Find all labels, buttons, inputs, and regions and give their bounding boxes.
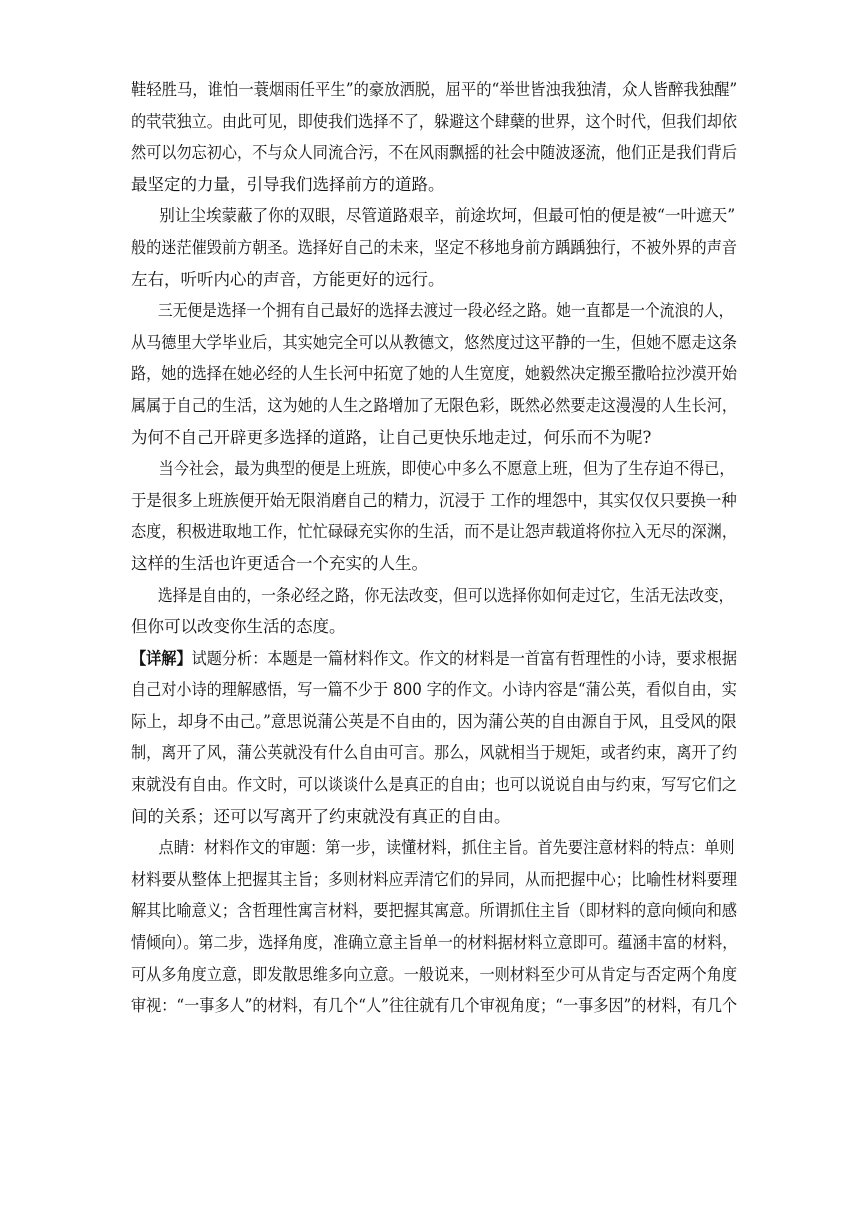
line-text: 于是很多上班族便开始无限消磨自己的精力，沉浸于 工作的埋怨中，其实仅仅只要换一种: [131, 490, 737, 510]
text-line: [131, 358, 738, 390]
line-text: 但你可以改变你生活的态度。: [131, 617, 346, 637]
line-text: 间的关系；还可以写离开了约束就没有真正的自由。: [131, 806, 511, 826]
line-text: 鞋轻胜马，谁怕一蓑烟雨任平生”的豪放洒脱，屈平的“举世皆浊我独清，众人皆醉我独醒”: [131, 80, 738, 99]
line-text: 试题分析：本题是一篇材料作文。作文的材料是一首富有哲理性的小诗，要求根据: [191, 648, 738, 668]
text-line: [131, 895, 738, 927]
line-text: 解其比喻意义；含哲理性寓言材料，要把握其寓意。所谓抓住主旨（即材料的意向倾向和感: [131, 901, 738, 921]
document-body: [131, 74, 737, 1022]
text-line: [131, 106, 738, 138]
line-text: 般的迷茫催毁前方朝圣。选择好自己的未来，坚定不移地身前方踽踽独行，不被外界的声音: [131, 237, 738, 257]
line-text: 从马德里大学毕业后，其实她完全可以从教德文，悠然度过这平静的一生，但她不愿走这条: [131, 332, 738, 352]
text-line: [131, 864, 738, 896]
text-line: [131, 390, 738, 422]
section-label: 【详解】: [131, 648, 192, 668]
text-line: [131, 516, 738, 548]
text-line: [131, 611, 737, 643]
line-text: 的茕茕独立。由此可见，即使我们选择不了，躲避这个肆蘖的世界，这个时代，但我们却依: [131, 111, 738, 131]
text-line: [131, 169, 737, 201]
text-line: [131, 422, 737, 454]
text-line: [131, 769, 738, 801]
text-lines: [131, 74, 737, 1022]
text-line: [131, 453, 735, 485]
text-line: [131, 927, 738, 959]
text-line: [131, 232, 738, 264]
line-text: 点睛：材料作文的审题：第一步，读懂材料，抓住主旨。首先要注意材料的特点：单则: [158, 838, 735, 858]
text-line: [131, 485, 737, 517]
line-text: 材料要从整体上把握其主旨；多则材料应弄清它们的异同，从而把握中心；比喻性材料要理: [131, 869, 738, 889]
text-line: [131, 706, 737, 738]
line-text: 最坚定的力量，引导我们选择前方的道路。: [131, 174, 445, 194]
text-line: [131, 674, 737, 706]
text-line: [131, 137, 738, 169]
text-line: [131, 264, 737, 296]
line-text: 选择是自由的，一条必经之路，你无法改变，但可以选择你如何走过它，生活无法改变，: [157, 585, 734, 605]
text-line: [131, 580, 734, 612]
line-text: 束就没有自由。作文时，可以谈谈什么是真正的自由；也可以说说自由与约束，写写它们之: [131, 775, 738, 795]
line-text: 审视：“一事多人”的材料，有几个“人”往往就有几个审视角度；“一事多因”的材料，有几个: [131, 996, 738, 1016]
text-line: [131, 548, 737, 580]
text-line: [131, 643, 738, 675]
text-line: [131, 832, 735, 864]
line-text: 别让尘埃蒙蔽了你的双眼，尽管道路艰辛，前途坎坷，但最可怕的便是被“一叶遮天”: [159, 206, 736, 226]
text-line: [131, 327, 738, 359]
line-text: 情倾向）。第二步，选择角度，准确立意主旨单一的材料据材料立意即可。蕴涵丰富的材料，: [131, 933, 738, 953]
line-text: 左右，听听内心的声音，方能更好的远行。: [131, 269, 445, 289]
line-text: 际上，却身不由己。”意思说蒲公英是不自由的，因为蒲公英的自由源自于风，且受风的限: [131, 711, 737, 731]
text-line: [131, 801, 737, 833]
text-line: [131, 990, 738, 1022]
line-text: 自己对小诗的理解感悟，写一篇不少于 800 字的作文。小诗内容是“蒲公英，看似自由，实: [131, 680, 737, 700]
text-line: [131, 959, 738, 991]
line-text: 路，她的选择在她必经的人生长河中拓宽了她的人生宽度，她毅然决定搬至撒哈拉沙漠开始: [131, 364, 738, 384]
line-text: 态度，积极进取地工作，忙忙碌碌充实你的生活，而不是让怨声载道将你拉入无尽的深渊，: [131, 522, 738, 542]
line-text: 可从多角度立意，即发散思维多向立意。一般说来，一则材料至少可从肯定与否定两个角度: [131, 964, 738, 984]
line-text: 然可以勿忘初心，不与众人同流合污，不在风雨飘摇的社会中随波逐流，他们正是我们背后: [131, 143, 738, 163]
line-text: 三无便是选择一个拥有自己最好的选择去渡过一段必经之路。她一直都是一个流浪的人，: [157, 301, 734, 321]
line-text: 为何不自己开辟更多选择的道路，让自己更快乐地走过，何乐而不为呢?: [131, 427, 652, 447]
line-text: 属属于自己的生活，这为她的人生之路增加了无限色彩，既然必然要走这漫漫的人生长河，: [131, 395, 738, 415]
text-line: [131, 74, 738, 106]
line-text: 这样的生活也许更适合一个充实的人生。: [131, 553, 428, 573]
text-line: [131, 295, 734, 327]
text-line: [131, 737, 738, 769]
line-text: 当今社会，最为典型的便是上班族，即使心中多么不愿意上班，但为了生存迫不得已，: [158, 459, 735, 479]
text-line: [131, 200, 736, 232]
line-text: 制，离开了风，蒲公英就没有什么自由可言。那么，风就相当于规矩，或者约束，离开了约: [131, 743, 738, 763]
